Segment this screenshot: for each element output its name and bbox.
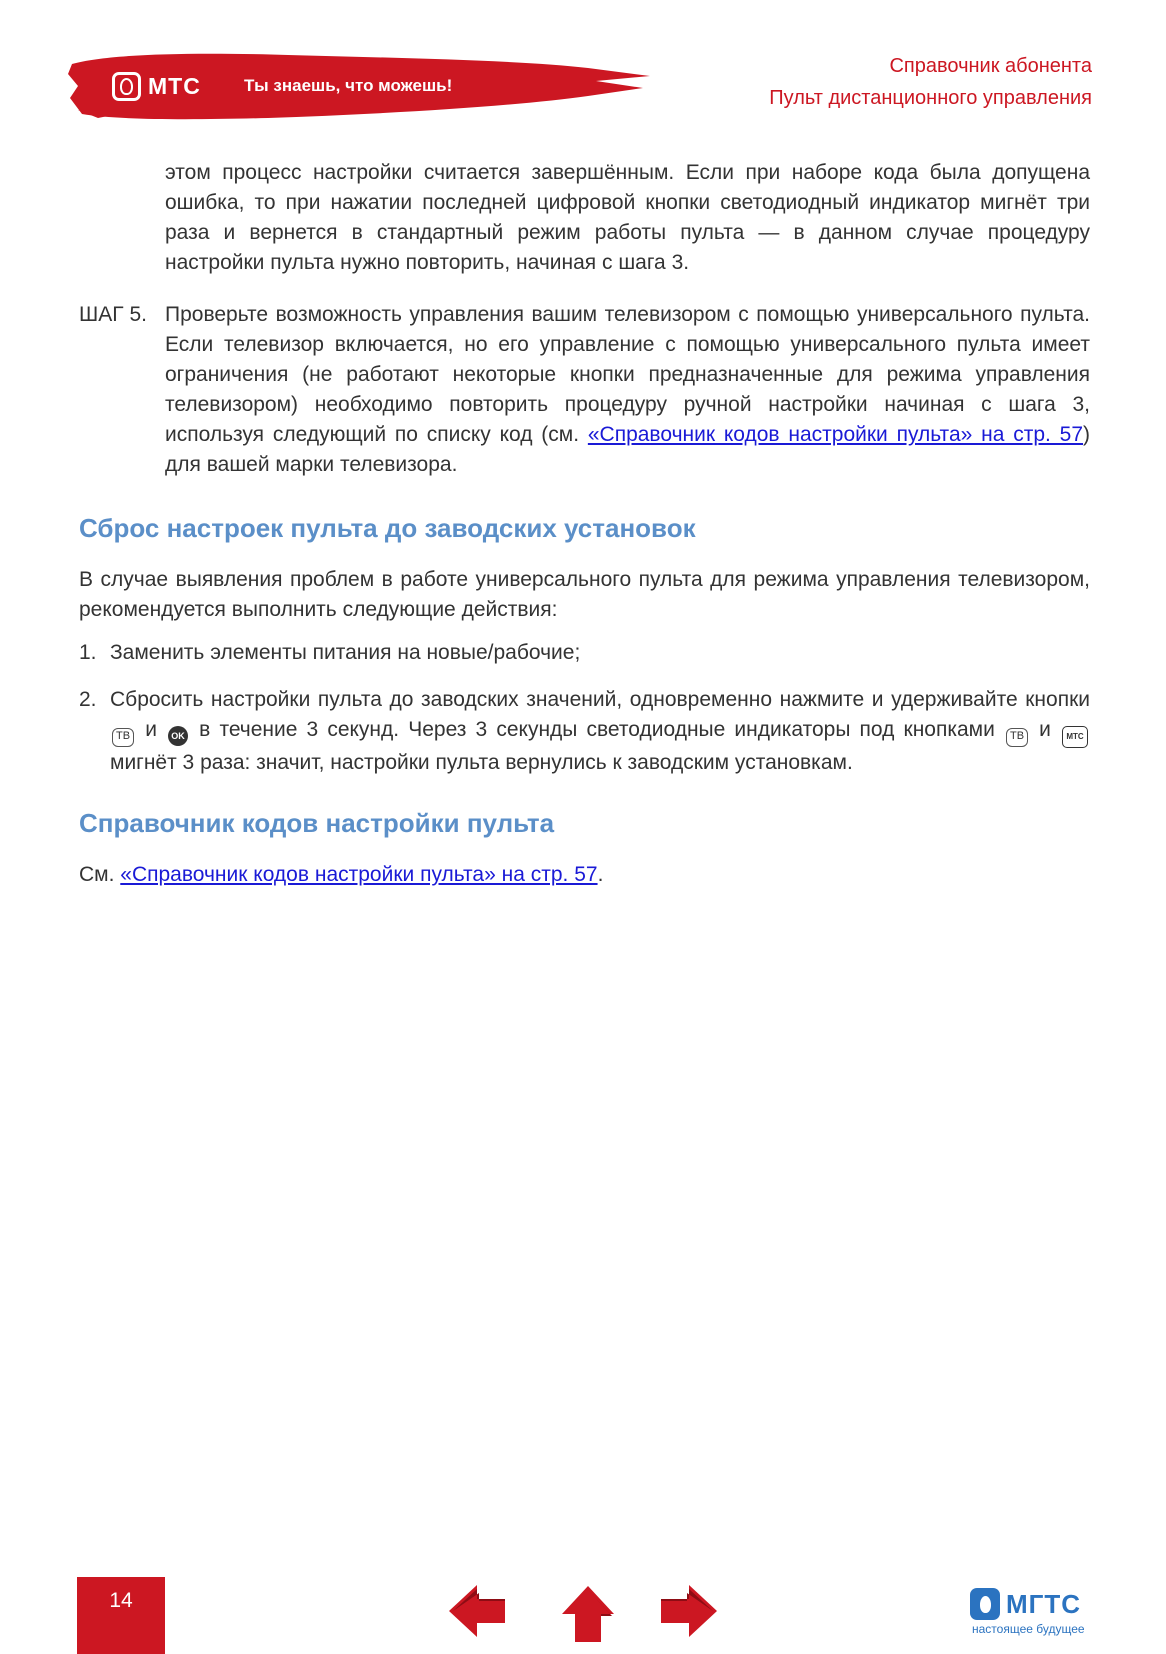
item2-part3: мигнёт 3 раза: значит, настройки пульта вернулись к заводским установкам.: [110, 751, 853, 774]
step5-paragraph: [165, 300, 1090, 480]
mgts-egg-icon: [970, 1588, 1000, 1620]
list-item-2: [110, 685, 1090, 778]
step5-text-before: Проверьте возможность управления вашим телевизором с помощью универсального пульта. Если телевизор включается, но его управление с помощью универсального пульта имеет ограничения (не работают некоторые кнопки предназначенные для режима управления телевизором) необходимо повторить процедуру ручной настройки начиная с шага 3, используя следующий по списку код (см.: [165, 303, 1090, 446]
mgts-slogan: настоящее будущее: [972, 1622, 1085, 1636]
tv-key-icon: ТВ: [1006, 728, 1028, 747]
item2-and1: и: [145, 718, 157, 741]
step4-text: этом процесс настройки считается завершённым. Если при наборе кода была допущена ошибка, то при нажатии последней цифровой кнопки светодиодный индикатор мигнёт три раза и вернется в стандартный режим работы пульта — в данном случае процедуру настройки пульта нужно повторить, начиная с шага 3.: [165, 161, 1090, 274]
item2-part1: Сбросить настройки пульта до заводских значений, одновременно нажмите и удерживайте кнопки: [110, 688, 1090, 711]
codes-paragraph: [79, 860, 1090, 890]
item2-part2: в течение 3 секунд. Через 3 секунды светодиодные индикаторы под кнопками: [199, 718, 995, 741]
ok-key-icon: OK: [168, 726, 188, 746]
codes-reference-link[interactable]: «Справочник кодов настройки пульта» на стр. 57: [587, 423, 1083, 446]
mgts-logo-text: МГТС: [1006, 1588, 1082, 1619]
list-item-2-number: 2.: [79, 688, 97, 711]
prev-page-arrow-icon[interactable]: [449, 1584, 505, 1638]
mts-logo-text: МТС: [148, 73, 201, 99]
mgts-logo: [970, 1588, 1085, 1636]
mts-key-icon: МТС: [1062, 726, 1088, 748]
header-titles: [769, 50, 1092, 114]
codes-heading: Справочник кодов настройки пульта: [79, 808, 555, 838]
doc-title: Справочник абонента: [889, 55, 1092, 77]
page-number-box: [77, 1577, 165, 1654]
mts-logo: [112, 72, 201, 101]
list-item-1-number: 1.: [79, 641, 97, 664]
reset-intro: В случае выявления проблем в работе универсального пульта для режима управления телевизором, рекомендуется выполнить следующие действия:: [79, 568, 1090, 621]
codes-suffix: .: [597, 863, 604, 886]
step5-label: ШАГ 5.: [79, 303, 147, 326]
section-title: Пульт дистанционного управления: [769, 87, 1092, 109]
mts-egg-icon: [112, 72, 141, 101]
reset-heading: Сброс настроек пульта до заводских установок: [79, 513, 696, 543]
page-number: 14: [109, 1589, 133, 1612]
item2-and2: и: [1039, 718, 1051, 741]
step4-continuation: [165, 158, 1090, 278]
header-slogan: Ты знаешь, что можешь!: [244, 76, 453, 95]
up-arrow-icon[interactable]: [562, 1586, 614, 1642]
list-item-1-text: Заменить элементы питания на новые/рабочие;: [110, 641, 581, 664]
next-page-arrow-icon[interactable]: [661, 1584, 717, 1638]
codes-prefix: См.: [79, 863, 115, 886]
codes-page-link[interactable]: «Справочник кодов настройки пульта» на стр. 57: [120, 863, 598, 886]
tv-key-icon: ТВ: [112, 728, 134, 747]
step5-text-after: ) для вашей марки телевизора.: [165, 423, 1090, 476]
